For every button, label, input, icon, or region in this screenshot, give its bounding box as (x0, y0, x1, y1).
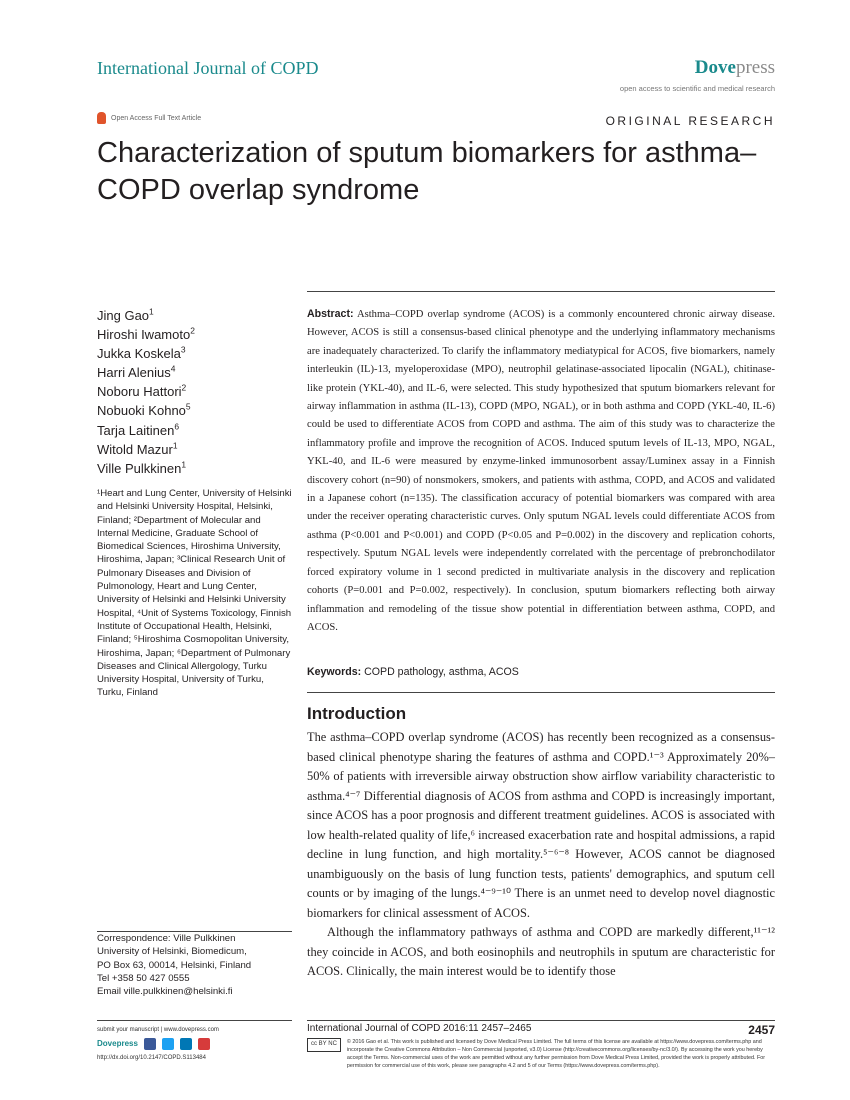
paragraph: Although the inflammatory pathways of asthma and COPD are markedly different,¹¹⁻¹² they coincide in ACOS, and both eosinophils and neutrophils in sputum are characteristic for ACOS. Clinically, the main interest would be to identify those (307, 925, 775, 978)
correspondence-line: PO Box 63, 00014, Helsinki, Finland (97, 959, 252, 971)
author: Harri Alenius$^4$ (97, 363, 176, 381)
keywords-label: Keywords: (307, 666, 362, 678)
paragraph: The asthma–COPD overlap syndrome (ACOS) has recently been recognized as a consensus-based clinical phenotype sharing the features of asthma and COPD.¹⁻³ Approximately 20%–50% of patients with irreversible airway obstruction show airflow variability characteristic to asthma.⁴⁻⁷ Differential diagnosis of ACOS from asthma and COPD is increasingly important, since ACOS has a poor prognosis and different treatment guidelines. ACOS is associated with low health-related quality of life,⁶ increased exacerbation rate and hospital admissions, a rapid decline in lung function, and high mortality.⁵⁻⁶⁻⁸ However, ACOS cannot be diagnosed unambiguously on the basis of lung function tests, patients' demographics, and sputum cell counts or by imaging of the lungs.⁴⁻⁹⁻¹⁰ There is an unmet need to develop novel diagnostic biomarkers for clinical assessment of ACOS. (307, 730, 775, 920)
abstract-text: Asthma–COPD overlap syndrome (ACOS) is a commonly encountered chronic airway disease. However, ACOS is still a consensus-based clinical phenotype and the underlying inflammatory mechanisms are inadequately characterized. To clarify the inflammatory mediatypical for ACOS, five biomarkers, namely interleukin (IL)-13, myeloperoxidase (MPO), neutrophil gelatinase-associated lipocalin (NGAL), chitinase-like protein (YKL-40), and IL-6, were selected. This study hypothesized that sputum biomarkers relevant for airway inflammation in asthma (IL-13), COPD (MPO, NGAL), or in both asthma and COPD (YKL-40, IL-6) could be used to differentiate ACOS from COPD and asthma. The aim of this study was to characterize the inflammatory profile and improve the recognition of ACOS. Induced sputum levels of IL-13, MPO, NGAL, YKL-40, and IL-6 were measured by enzyme-linked immunosorbent assay/Luminex assay in a Finnish discovery cohort (n=90) of nonsmokers, smokers, and patients with asthma, COPD, and ACOS and validated in a Japanese cohort (n=135). The classification accuracy of potential biomarkers was compared with area under the receiver operating characteristic curves. Only sputum NGAL levels could differentiate ACOS from asthma (P<0.001 and P<0.001) and COPD (P<0.05 and P=0.002) in the discovery and replication cohorts, respectively. Sputum NGAL levels were independently correlated with the percentage of prebronchodilator forced expiratory volume in 1 second predicted in multivariate analysis in the discovery and replication cohorts (P=0.001 and P=0.002, respectively). In conclusion, sputum biomarkers reflecting both airway inflammation and remodeling of the tissue show potential in differentiation between asthma, COPD, and ACOS. (307, 309, 775, 633)
correspondence-email[interactable]: Email ville.pulkkinen@helsinki.fi (97, 986, 233, 998)
page-number: 2457 (748, 1023, 775, 1037)
publisher-logo-part2: press (735, 57, 775, 78)
article-title: Characterization of sputum biomarkers for asthma–COPD overlap syndrome (97, 137, 757, 206)
author: Hiroshi Iwamoto$^2$ (97, 325, 195, 343)
keywords-text: COPD pathology, asthma, ACOS (364, 666, 519, 678)
open-access-lock-icon (97, 112, 106, 124)
abstract-label: Abstract: (307, 308, 354, 320)
author: Ville Pulkkinen$^1$ (97, 459, 187, 476)
author: Witold Mazur$^1$ (97, 440, 178, 457)
twitter-icon[interactable] (162, 1038, 174, 1050)
publisher-logo[interactable] (695, 57, 775, 79)
citation: International Journal of COPD 2016:11 2457–2465 (307, 1023, 532, 1034)
submit-link[interactable]: submit your manuscript | www.dovepress.com (97, 1027, 219, 1033)
publisher-tagline: open access to scientific and medical research (619, 84, 775, 93)
author: Jing Gao$^1$ (97, 306, 154, 323)
license-text: © 2016 Gao et al. This work is published and licensed by Dove Medical Press Limited. The full terms of this license are available at https://www.dovepress.com/terms.php and incorporate the Creative Commons Attribution – Non Commercial (unported, v3.0) License (http://creativecommons.org/licenses/by-nc/3.0/). By accessing the work you hereby accept the Terms. Non-commercial uses of the work are permitted without any further permission from Dove Medical Press Limited, provided the work is properly attributed. For permission for commercial use of this work, please see paragraphs 4.2 and 5 of our Terms (https://www.dovepress.com/terms.php). (346, 1039, 766, 1069)
author: Tarja Laitinen$^6$ (97, 421, 180, 438)
publisher-logo-part1: Dove (694, 57, 736, 78)
correspondence-line: Tel +358 50 427 0555 (97, 972, 190, 984)
author: Jukka Koskela$^3$ (97, 344, 186, 362)
social-links (97, 1038, 292, 1050)
correspondence-line: Correspondence: Ville Pulkkinen (97, 933, 236, 944)
introduction-body (307, 728, 775, 982)
open-access-text: Open Access Full Text Article (111, 114, 202, 122)
open-access-label (97, 112, 201, 124)
footer-left (97, 1020, 292, 1064)
correspondence (97, 931, 292, 998)
linkedin-icon[interactable] (180, 1038, 192, 1050)
dovepress-logo[interactable]: Dovepress (97, 1039, 138, 1048)
author-list (97, 306, 195, 478)
abstract (307, 305, 775, 637)
journal-name: International Journal of COPD (97, 58, 319, 78)
author: Nobuoki Kohno$^5$ (97, 402, 191, 419)
section-rule (307, 692, 775, 693)
youtube-icon[interactable] (198, 1038, 210, 1050)
abstract-rule (307, 291, 775, 292)
facebook-icon[interactable] (144, 1038, 156, 1050)
article-type: ORIGINAL RESEARCH (605, 114, 775, 128)
footer-right (307, 1020, 775, 1070)
correspondence-line: University of Helsinki, Biomedicum, (97, 946, 247, 958)
doi-link[interactable]: http://dx.doi.org/10.2147/COPD.S113484 (97, 1055, 206, 1061)
affiliations: ¹Heart and Lung Center, University of Helsinki and Helsinki University Hospital, Helsinki, Finland; ²Department of Molecular and Internal Medicine, Graduate School of Biomedical Sciences, Hiroshima University, Hiroshima, Japan; ³Clinical Research Unit of Pulmonary Diseases and Division of Pulmonology, Heart and Lung Center, University of Helsinki and Helsinki University Hospital, ⁴Unit of Systems Toxicology, Finnish Institute of Occupational Health, Helsinki, Finland; ⁵Hiroshima Cosmopolitan University, Hiroshima, Japan; ⁶Department of Pulmonary Diseases and Clinical Allergology, Turku University Hospital, University of Turku, Turku, Finland (97, 488, 292, 699)
introduction-heading: Introduction (307, 704, 407, 723)
keywords (307, 666, 519, 678)
cc-license-badge[interactable]: cc BY NC (307, 1038, 341, 1052)
license (307, 1038, 775, 1070)
author: Noboru Hattori$^2$ (97, 383, 187, 400)
